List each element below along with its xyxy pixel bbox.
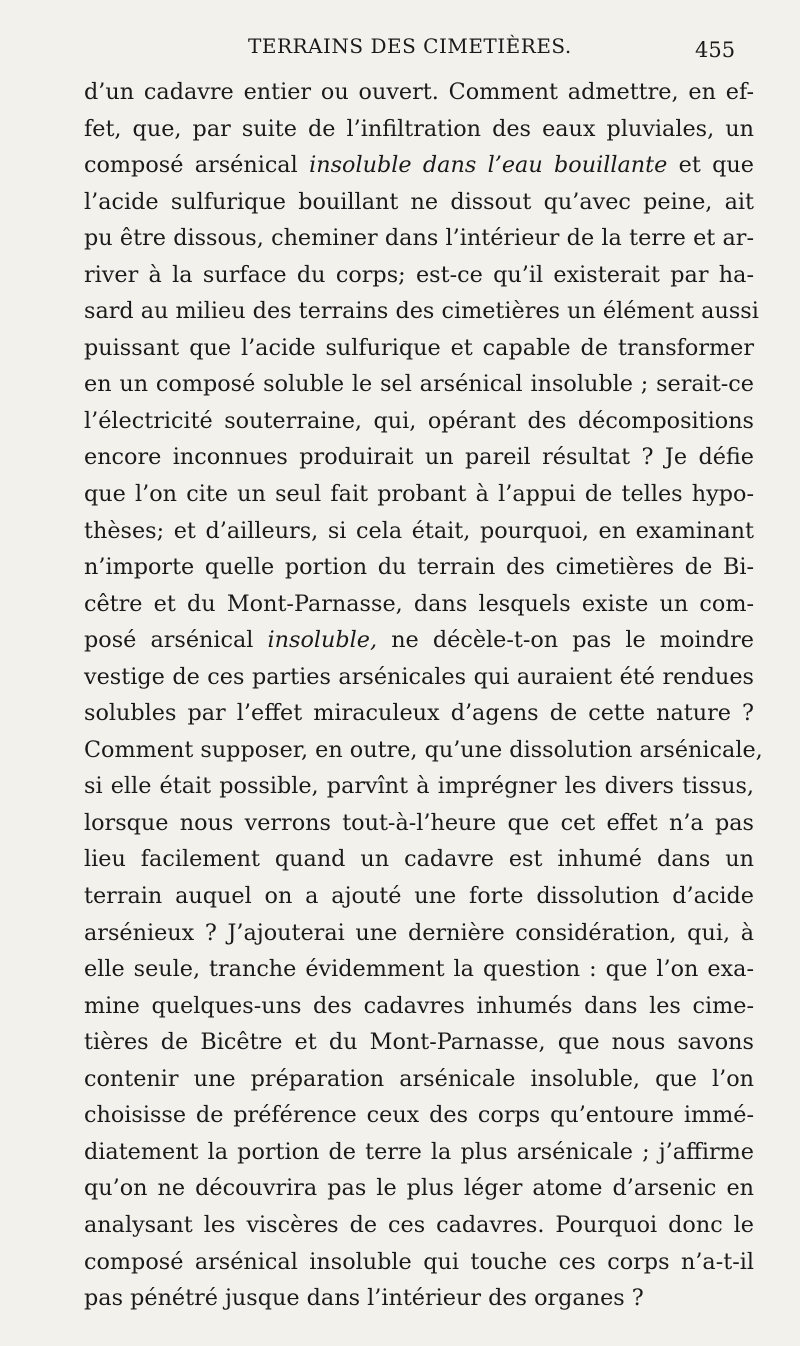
text-segment: composé arsénical [84, 152, 310, 179]
text-segment: mine quelques-uns des cadavres inhumés dans les cime- [84, 992, 754, 1019]
text-segment: ne décèle-t-on pas le moindre [377, 627, 754, 654]
page-header [0, 32, 800, 72]
text-line [84, 147, 754, 184]
text-line [84, 951, 754, 988]
text-segment: qu’on ne découvrira pas le plus léger atome d’arsenic en [84, 1175, 754, 1202]
text-segment: pas pénétré jusque dans l’intérieur des organes ? [84, 1285, 644, 1312]
text-line [84, 293, 759, 330]
text-segment: n’importe quelle portion du terrain des cimetières de Bi- [84, 554, 754, 581]
text-segment: solubles par l’effet miraculeux d’agens de cette nature ? [84, 700, 754, 727]
text-line [84, 659, 754, 696]
text-line [84, 220, 754, 257]
text-line [84, 549, 754, 586]
text-line [84, 1207, 754, 1244]
text-segment: et que [667, 152, 754, 179]
text-line [84, 257, 754, 294]
italic-text-segment: insoluble dans l’eau bouillante [309, 152, 668, 179]
running-title: TERRAINS DES CIMETIÈRES. [248, 34, 572, 58]
text-line [84, 1061, 754, 1098]
text-segment: lorsque nous verrons tout-à-l’heure que cet effet n’a pas [84, 809, 754, 836]
text-line [84, 513, 754, 550]
text-line [84, 1170, 754, 1207]
text-line [84, 915, 754, 952]
text-segment: si elle était possible, parvînt à imprégner les divers tissus, [84, 773, 754, 800]
text-segment: elle seule, tranche évidemment la question : que l’on exa- [84, 956, 754, 983]
text-segment: Comment supposer, en outre, qu’une dissolution arsénicale, [84, 736, 763, 763]
text-line [84, 111, 754, 148]
page-number: 455 [695, 38, 736, 62]
text-line [84, 74, 754, 111]
text-segment: en un composé soluble le sel arsénical insoluble ; serait-ce [84, 371, 754, 398]
text-line [84, 439, 754, 476]
text-segment: thèses; et d’ailleurs, si cela était, pourquoi, en examinant [84, 517, 754, 544]
text-segment: vestige de ces parties arsénicales qui auraient été rendues [84, 663, 754, 690]
text-segment: tières de Bicêtre et du Mont-Parnasse, que nous savons [84, 1029, 754, 1056]
text-line [84, 476, 754, 513]
text-segment: l’acide sulfurique bouillant ne dissout qu’avec peine, ait [84, 188, 754, 215]
text-line [84, 695, 754, 732]
text-segment: fet, que, par suite de l’infiltration des eaux pluviales, un [84, 115, 754, 142]
text-segment: cêtre et du Mont-Parnasse, dans lesquels existe un com- [84, 590, 754, 617]
text-segment: analysant les viscères de ces cadavres. Pourquoi donc le [84, 1211, 754, 1238]
text-segment: contenir une préparation arsénicale insoluble, que l’on [84, 1065, 754, 1092]
text-segment: terrain auquel on a ajouté une forte dissolution d’acide [84, 883, 754, 910]
text-segment: lieu facilement quand un cadavre est inhumé dans un [84, 846, 754, 873]
text-segment: composé arsénical insoluble qui touche ces corps n’a-t-il [84, 1248, 754, 1275]
text-segment: que l’on cite un seul fait probant à l’appui de telles hypo- [84, 481, 754, 508]
text-line [84, 805, 754, 842]
text-line [84, 622, 754, 659]
text-line [84, 732, 763, 769]
text-segment: encore inconnues produirait un pareil résultat ? Je défie [84, 444, 754, 471]
text-line [84, 1024, 754, 1061]
text-segment: d’un cadavre entier ou ouvert. Comment admettre, en ef- [84, 79, 754, 105]
body-text [84, 74, 763, 1317]
text-line [84, 1134, 754, 1171]
text-line [84, 841, 754, 878]
text-line [84, 366, 754, 403]
text-line [84, 403, 754, 440]
text-line [84, 330, 754, 367]
text-segment: sard au milieu des terrains des cimetières un élément aussi [84, 298, 759, 325]
text-line [84, 768, 754, 805]
text-line [84, 184, 754, 221]
text-segment: puissant que l’acide sulfurique et capable de transformer [84, 334, 754, 361]
text-segment: river à la surface du corps; est-ce qu’il existerait par ha- [84, 261, 754, 288]
text-line [84, 586, 754, 623]
text-segment: posé arsénical [84, 627, 268, 654]
text-line [84, 878, 754, 915]
text-line [84, 1244, 754, 1281]
text-segment: diatement la portion de terre la plus arsénicale ; j’affirme [84, 1138, 754, 1165]
text-segment: l’électricité souterraine, qui, opérant des décompositions [84, 407, 754, 434]
text-line [84, 1097, 754, 1134]
text-line [84, 1280, 754, 1317]
text-segment: choisisse de préférence ceux des corps qu’entoure immé- [84, 1102, 754, 1129]
text-segment: arsénieux ? J’ajouterai une dernière considération, qui, à [84, 919, 754, 946]
text-segment: pu être dissous, cheminer dans l’intérieur de la terre et ar- [84, 225, 754, 252]
italic-text-segment: insoluble, [267, 627, 378, 654]
text-line [84, 988, 754, 1025]
